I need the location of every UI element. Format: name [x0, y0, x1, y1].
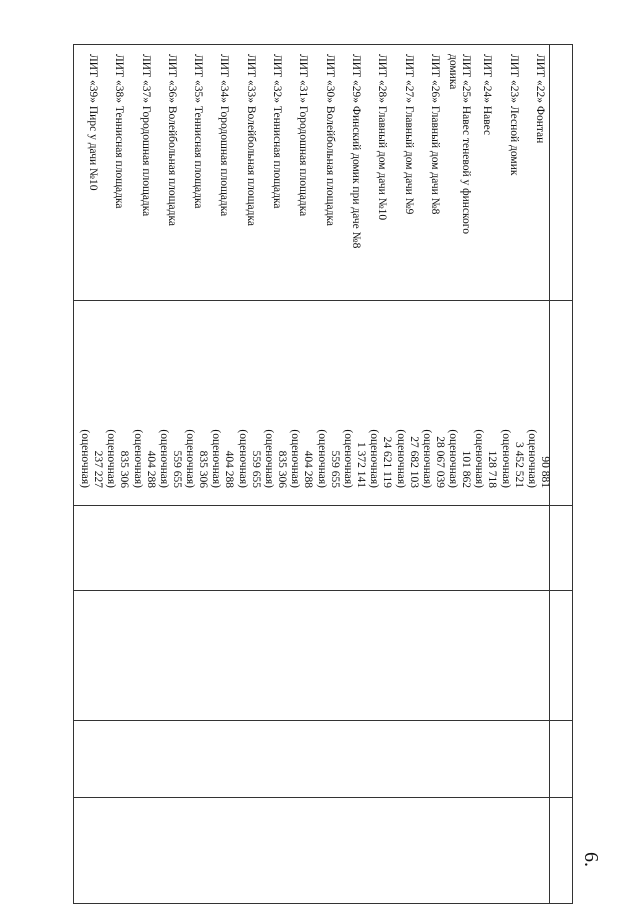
object-name [86, 54, 99, 294]
valuation-amount: 128 718 [486, 450, 499, 488]
valuation-note: (оценочная) [184, 429, 197, 488]
valuation-note: (оценочная) [157, 429, 170, 488]
table-row [472, 44, 498, 904]
valuation-note: (оценочная) [131, 429, 144, 488]
table-row [104, 44, 130, 904]
valuation-cell [499, 404, 525, 488]
table-row [157, 44, 183, 904]
valuation-amount: 559 655 [328, 450, 341, 488]
object-name [533, 54, 546, 294]
valuation-cell [183, 404, 209, 488]
valuation-cell [367, 404, 393, 488]
valuation-note: (оценочная) [420, 429, 433, 488]
valuation-cell [341, 404, 367, 488]
valuation-note: (оценочная) [394, 429, 407, 488]
object-name [507, 54, 520, 294]
valuation-cell [209, 404, 235, 488]
valuation-note: (оценочная) [236, 429, 249, 488]
object-name-line: ЛИТ «39» Пирс у дачи №10 [86, 54, 99, 191]
object-name [446, 54, 472, 294]
table-row [420, 44, 446, 904]
object-name [323, 54, 336, 294]
object-name-line: ЛИТ «36» Волейбольная площадка [165, 54, 178, 226]
object-name [191, 54, 204, 294]
rotated-table [73, 44, 573, 904]
object-name [375, 54, 388, 294]
valuation-note: (оценочная) [105, 429, 118, 488]
valuation-cell [394, 404, 420, 488]
table-row [209, 44, 235, 904]
valuation-cell [131, 404, 157, 488]
object-name [165, 54, 178, 294]
valuation-note: (оценочная) [526, 429, 538, 488]
table-row [525, 44, 551, 904]
valuation-amount: 404 288 [144, 450, 157, 488]
valuation-note: (оценочная) [315, 429, 328, 488]
object-name-line: ЛИТ «25» Навес теневой у финского [460, 54, 473, 234]
valuation-amount: 835 306 [276, 450, 289, 488]
object-name-line: ЛИТ «24» Навес [481, 54, 494, 136]
valuation-note: (оценочная) [210, 429, 223, 488]
valuation-note: (оценочная) [341, 429, 354, 488]
table-row [341, 44, 367, 904]
object-name [112, 54, 125, 294]
table-row [262, 44, 288, 904]
table-row [130, 44, 156, 904]
object-name-line: ЛИТ «23» Лесной домик [507, 54, 520, 176]
object-name [480, 54, 493, 294]
object-name-line-2: домика [447, 54, 460, 90]
valuation-amount: 237 227 [91, 450, 104, 488]
object-name [244, 54, 257, 294]
object-name-line: ЛИТ «34» Городошная площадка [218, 54, 231, 217]
object-name [139, 54, 152, 294]
object-name-line: ЛИТ «38» Теннисная площадка [113, 54, 126, 209]
valuation-note: (оценочная) [289, 429, 302, 488]
table-row [235, 44, 261, 904]
valuation-note: (оценочная) [447, 429, 460, 488]
valuation-note: (оценочная) [368, 429, 381, 488]
valuation-cell [472, 404, 498, 488]
valuation-amount: 1 372 141 [354, 442, 367, 488]
object-name-line: ЛИТ «29» Финский домик при даче №8 [349, 54, 362, 249]
table-row [393, 44, 419, 904]
object-name [296, 54, 309, 294]
valuation-amount: 3 452 521 [512, 442, 525, 488]
valuation-cell [104, 404, 130, 488]
valuation-note: (оценочная) [263, 429, 276, 488]
page-number: 6. [580, 852, 602, 867]
valuation-amount: 559 655 [249, 450, 262, 488]
valuation-cell [236, 404, 262, 488]
table-row [314, 44, 340, 904]
object-name-line: ЛИТ «26» Главный дом дачи №8 [428, 54, 441, 215]
valuation-note: (оценочная) [473, 429, 486, 488]
object-name [428, 54, 441, 294]
table-row [498, 44, 524, 904]
table-row [367, 44, 393, 904]
object-name-line: ЛИТ «35» Теннисная площадка [192, 54, 205, 209]
valuation-amount: 24 621 119 [381, 436, 394, 488]
valuation-cell [420, 404, 446, 488]
valuation-cell [157, 404, 183, 488]
valuation-cell [288, 404, 314, 488]
object-name-line: ЛИТ «31» Городошная площадка [297, 54, 310, 217]
valuation-amount: 835 306 [197, 450, 210, 488]
object-name [402, 54, 415, 294]
valuation-cell [525, 404, 551, 488]
table-row [78, 44, 104, 904]
object-name [217, 54, 230, 294]
object-name [349, 54, 362, 294]
valuation-amount: 101 862 [460, 450, 473, 488]
valuation-amount: 27 682 103 [407, 436, 420, 488]
valuation-cell [78, 404, 104, 488]
valuation-note: (оценочная) [499, 429, 512, 488]
valuation-cell [262, 404, 288, 488]
valuation-amount: 559 655 [170, 450, 183, 488]
object-name-line: ЛИТ «33» Волейбольная площадка [244, 54, 257, 226]
object-name-line: ЛИТ «22» Фонтан [534, 54, 546, 144]
object-name-line: ЛИТ «32» Теннисная площадка [271, 54, 284, 209]
valuation-cell [315, 404, 341, 488]
object-name-line: ЛИТ «37» Городошная площадка [139, 54, 152, 217]
valuation-amount: 28 067 039 [433, 436, 446, 488]
table-row [446, 44, 472, 904]
object-name-line: ЛИТ «28» Главный дом дачи №10 [376, 54, 389, 221]
valuation-amount: 404 288 [223, 450, 236, 488]
object-name-line: ЛИТ «27» Главный дом дачи №9 [402, 54, 415, 215]
valuation-note: (оценочная) [78, 429, 91, 488]
object-name [270, 54, 283, 294]
valuation-amount: 835 306 [118, 450, 131, 488]
object-name-line: ЛИТ «30» Волейбольная площадка [323, 54, 336, 226]
valuation-cell [446, 404, 472, 488]
table-row [183, 44, 209, 904]
table-row [288, 44, 314, 904]
valuation-amount: 404 288 [302, 450, 315, 488]
valuation-amount: 90 881 [539, 456, 551, 488]
table-body [78, 44, 551, 904]
